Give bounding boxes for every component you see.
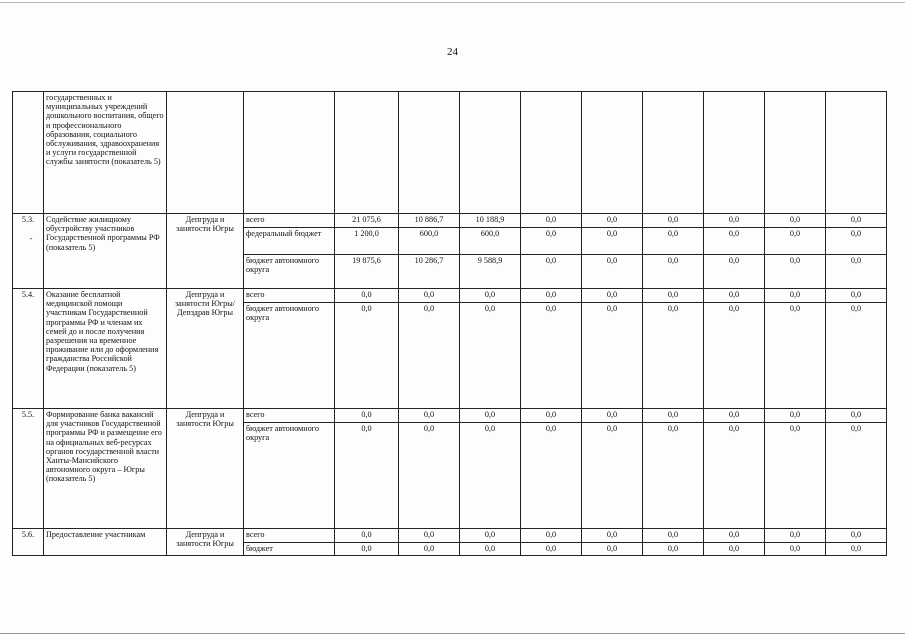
cell-value: 0,0 — [399, 289, 460, 303]
cell-responsible: Депгруда и занятости Югры — [167, 409, 244, 529]
cell-value: 0,0 — [582, 214, 643, 228]
cell-value: 0,0 — [826, 529, 887, 543]
cell-source: всего — [244, 289, 335, 303]
cell-value: 10 188,9 — [460, 214, 521, 228]
cell-value: 600,0 — [460, 228, 521, 255]
budget-table — [12, 91, 887, 556]
cell-value: 600,0 — [399, 228, 460, 255]
cell-value: 0,0 — [399, 543, 460, 556]
cell-value: 0,0 — [335, 303, 399, 409]
cell-num: 5.5. — [13, 409, 44, 529]
cell-source: федеральный бюджет — [244, 228, 335, 255]
cell-source: бюджет автономного округа — [244, 303, 335, 409]
cell-value: 0,0 — [582, 543, 643, 556]
cell-value: 0,0 — [335, 409, 399, 423]
cell-value: 0,0 — [826, 543, 887, 556]
table-row — [13, 529, 887, 543]
cell-value: 0,0 — [521, 409, 582, 423]
cell-value: 0,0 — [643, 423, 704, 529]
cell-name: государственных и муниципальных учреждений дошкольного воспитания, общего и профессионального образования, социального обслуживания, здравоохранения и услуги государственной службы занятости (показатель 5) — [44, 92, 167, 214]
cell-value: 0,0 — [704, 228, 765, 255]
cell-value: 0,0 — [643, 529, 704, 543]
cell-value: 0,0 — [582, 303, 643, 409]
cell-responsible: Депгруда и занятости Югры/Депздрав Югры — [167, 289, 244, 409]
cell-value: 0,0 — [582, 289, 643, 303]
cell-value: 0,0 — [643, 255, 704, 289]
cell-num — [13, 92, 44, 214]
cell-name: Оказание бесплатной медицинской помощи участникам Государственной программы РФ и членам их семей до и после получения разрешения на временное проживание или до оформления гражданства Российской Федерации (показатель 5) — [44, 289, 167, 409]
table-row — [13, 214, 887, 228]
cell-value: 0,0 — [826, 255, 887, 289]
cell-value: 0,0 — [521, 255, 582, 289]
cell-value: 0,0 — [765, 423, 826, 529]
cell-value: 0,0 — [335, 423, 399, 529]
cell-value: 0,0 — [460, 289, 521, 303]
cell-value: 0,0 — [582, 529, 643, 543]
cell-value: 0,0 — [826, 423, 887, 529]
scan-top-edge — [0, 2, 905, 3]
cell-value: 0,0 — [521, 303, 582, 409]
scan-bottom-edge — [0, 633, 905, 634]
cell-value: 0,0 — [643, 409, 704, 423]
cell-value: 0,0 — [826, 409, 887, 423]
cell-value: 0,0 — [582, 228, 643, 255]
cell-value: 0,0 — [399, 303, 460, 409]
cell-source: всего — [244, 529, 335, 543]
cell-value: 0,0 — [521, 543, 582, 556]
cell-value: 0,0 — [399, 423, 460, 529]
cell-value: 0,0 — [765, 214, 826, 228]
cell-value: 10 886,7 — [399, 214, 460, 228]
cell-value: 0,0 — [765, 529, 826, 543]
cell-value: 0,0 — [582, 409, 643, 423]
cell-value: 10 286,7 — [399, 255, 460, 289]
cell-source: бюджет — [244, 543, 335, 556]
cell-value: 0,0 — [582, 423, 643, 529]
cell-value: 0,0 — [521, 529, 582, 543]
cell-value: 0,0 — [643, 303, 704, 409]
cell-name: Содействие жилищному обустройству участников Государственной программы РФ (показатель 5) — [44, 214, 167, 289]
cell-value: 0,0 — [704, 423, 765, 529]
cell-value: 0,0 — [765, 543, 826, 556]
cell-value: 0,0 — [335, 529, 399, 543]
cell-source: бюджет автономного округа — [244, 255, 335, 289]
cell-num: 5.4. — [13, 289, 44, 409]
cell-value: 0,0 — [460, 303, 521, 409]
cell-value: 0,0 — [460, 423, 521, 529]
cell-value: 0,0 — [399, 409, 460, 423]
cell-source: всего — [244, 409, 335, 423]
cell-value: 0,0 — [521, 214, 582, 228]
cell-value: 9 588,9 — [460, 255, 521, 289]
cell-value: 0,0 — [335, 543, 399, 556]
cell-value: 21 075,6 — [335, 214, 399, 228]
cell-name: Предоставление участникам — [44, 529, 167, 556]
cell-source: всего — [244, 214, 335, 228]
cell-num: 5.3. - — [13, 214, 44, 289]
cell-value: 0,0 — [643, 289, 704, 303]
cell-value: 0,0 — [521, 228, 582, 255]
cell-value: 0,0 — [460, 409, 521, 423]
table-row — [13, 409, 887, 423]
cell-value: 0,0 — [765, 303, 826, 409]
cell-value: 0,0 — [826, 228, 887, 255]
cell-value: 0,0 — [521, 289, 582, 303]
cell-value: 0,0 — [704, 289, 765, 303]
cell-value: 0,0 — [765, 289, 826, 303]
cell-value: 1 200,0 — [335, 228, 399, 255]
cell-num: 5.6. — [13, 529, 44, 556]
cell-value: 0,0 — [335, 289, 399, 303]
cell-value: 0,0 — [704, 255, 765, 289]
cell-value: 0,0 — [704, 529, 765, 543]
cell-value: 0,0 — [765, 255, 826, 289]
table-row — [13, 289, 887, 303]
cell-value: 0,0 — [704, 543, 765, 556]
cell-value: 0,0 — [704, 214, 765, 228]
cell-responsible: Депгруда и занятости Югры — [167, 214, 244, 289]
cell-name: Формирование банка вакансий для участников Государственной программы РФ и размещение его на официальных веб-ресурсах органов государственной власти Ханты-Мансийского автономного округа – Югры (показатель 5) — [44, 409, 167, 529]
page-number: 24 — [447, 46, 458, 58]
cell-value: 0,0 — [765, 409, 826, 423]
cell-value: 0,0 — [826, 214, 887, 228]
cell-value: 0,0 — [826, 303, 887, 409]
cell-value: 0,0 — [643, 228, 704, 255]
cell-value: 0,0 — [521, 423, 582, 529]
cell-value: 0,0 — [460, 543, 521, 556]
cell-value: 0,0 — [643, 543, 704, 556]
cell-value: 0,0 — [704, 303, 765, 409]
table-row-continuation — [13, 92, 887, 214]
cell-value: 0,0 — [765, 228, 826, 255]
cell-value: 19 875,6 — [335, 255, 399, 289]
cell-value: 0,0 — [643, 214, 704, 228]
cell-responsible: Депгруда и занятости Югры — [167, 529, 244, 556]
cell-value: 0,0 — [704, 409, 765, 423]
cell-source: бюджет автономного округа — [244, 423, 335, 529]
cell-value: 0,0 — [826, 289, 887, 303]
cell-value: 0,0 — [399, 529, 460, 543]
cell-value: 0,0 — [460, 529, 521, 543]
cell-value: 0,0 — [582, 255, 643, 289]
